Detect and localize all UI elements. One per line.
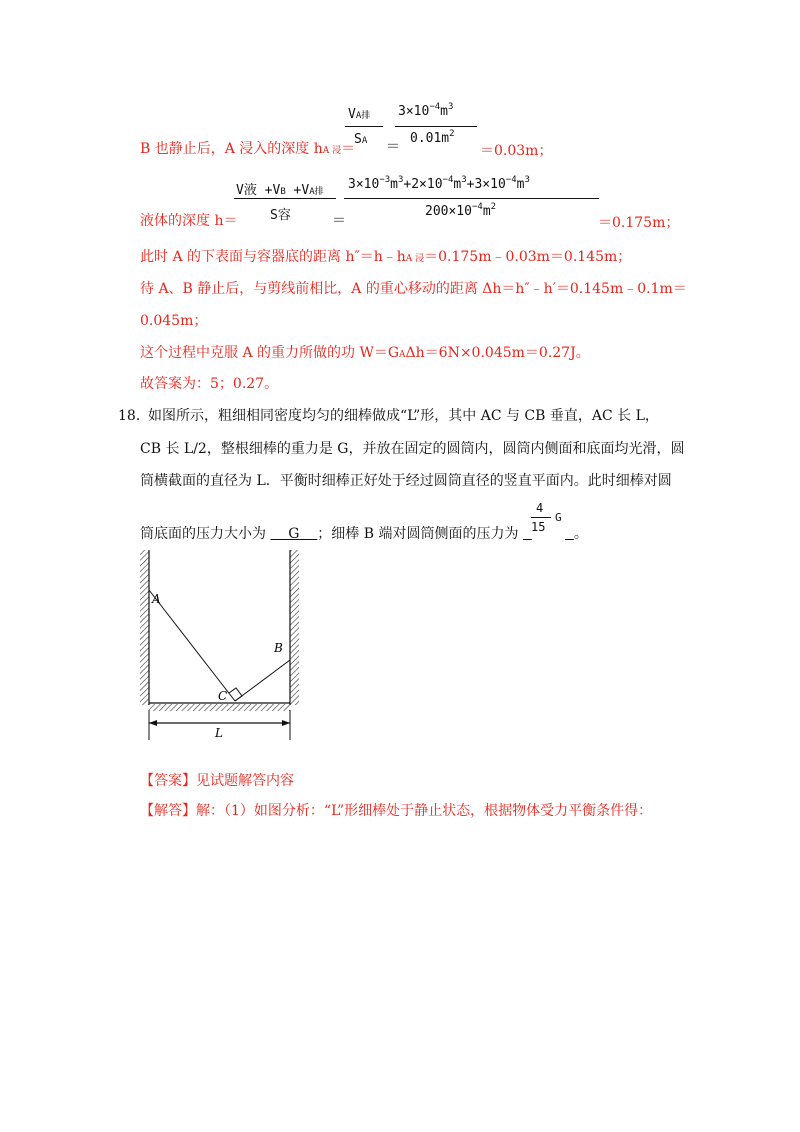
solution-line: 【解答】解：（1）如图分析：“L”形细棒处于静止状态，根据物体受力平衡条件得： <box>140 803 653 819</box>
answer-summary: 故答案为：5；0.27。 <box>140 376 279 392</box>
fraction-3-denominator: S容 <box>270 208 291 223</box>
fraction-3-bar <box>234 198 336 199</box>
fraction-2-denominator: $0.01m^2$ <box>410 129 455 146</box>
cylinder-diagram <box>135 548 310 748</box>
answer-fraction-numerator: 4 <box>536 501 544 515</box>
dim-arrow-right <box>282 720 290 726</box>
fraction-4-bar <box>344 198 599 199</box>
answer-blank-2-end: 。 <box>573 526 588 542</box>
answer-line: 【答案】见试题解答内容 <box>140 773 294 789</box>
question-text-line4: 筒底面的压力大小为 G ；细棒 B 端对圆筒侧面的压力为 <box>140 526 523 542</box>
left-wall-hatch <box>140 550 149 705</box>
answer-blank-1: G <box>270 526 318 542</box>
right-angle-marker <box>229 688 242 701</box>
label-l: L <box>215 726 223 740</box>
fraction-1-numerator: VA排 <box>348 107 371 122</box>
label-a: A <box>152 592 161 606</box>
fraction-3-numerator: V液 +VB +VA排 <box>236 183 324 198</box>
rod-cb <box>235 660 290 701</box>
fraction-1-denominator: SA <box>354 132 368 147</box>
answer-fraction-denominator: 15 <box>531 520 546 534</box>
distance-line: 此时 A 的下表面与容器底的距离 h″＝h﹣hA 浸＝0.175m﹣0.03m＝0.145m； <box>140 249 632 265</box>
center-of-gravity-line-cont: 0.045m； <box>140 313 208 329</box>
equals-sign-2: ＝ <box>332 213 346 229</box>
depth-result: ＝0.03m； <box>480 143 553 159</box>
work-line: 这个过程中克服 A 的重力所做的功 W＝GAΔh＝6N×0.045m＝0.27J。 <box>140 345 590 361</box>
right-wall-hatch <box>290 550 299 705</box>
label-b: B <box>274 641 283 655</box>
fraction-2-numerator: $3\times 10^{-4}m^3$ <box>398 102 454 119</box>
fraction-1-bar <box>345 126 383 127</box>
liquid-depth-label: 液体的深度 h＝ <box>140 213 238 229</box>
center-of-gravity-line: 待 A、B 静止后，与剪线前相比，A 的重心移动的距离 Δh＝h″﹣h′＝0.145m﹣0.1m＝ <box>140 281 687 297</box>
question-text-line1: 如图所示，粗细相同密度均匀的细棒做成“L”形，其中 AC 与 CB 垂直，AC 长 L， <box>148 408 659 424</box>
answer-fraction-bar <box>531 517 551 518</box>
equals-sign: ＝ <box>386 139 400 155</box>
label-c: C <box>218 689 228 703</box>
rod-ac <box>149 590 235 701</box>
solution-tag: 【解答】 <box>140 803 196 819</box>
depth-line-label: B 也静止后，A 浸入的深度 hA 浸＝ <box>140 141 356 157</box>
answer-tag: 【答案】 <box>140 773 196 789</box>
question-text-line3: 筒横截面的直径为 L．平衡时细棒正好处于经过圆筒直径的竖直平面内。此时细棒对圆 <box>140 473 672 489</box>
fraction-4-denominator: $200\times 10^{-4}m^2$ <box>425 202 497 219</box>
liquid-depth-result: ＝0.175m； <box>598 215 680 231</box>
dim-arrow-left <box>149 720 157 726</box>
answer-fraction-g: G <box>555 511 562 524</box>
fraction-4-numerator: $3\times 10^{-3}m^3+2\times 10^{-4}m^3+3\times 10^{-4}m^3$ <box>348 175 530 192</box>
fraction-2-bar <box>395 126 477 127</box>
bottom-hatch <box>149 704 290 711</box>
question-number: 18． <box>118 408 150 424</box>
question-text-line2: CB 长 L/2，整根细棒的重力是 G，并放在固定的圆筒内，圆筒内侧面和底面均光滑，圆 <box>140 441 685 457</box>
